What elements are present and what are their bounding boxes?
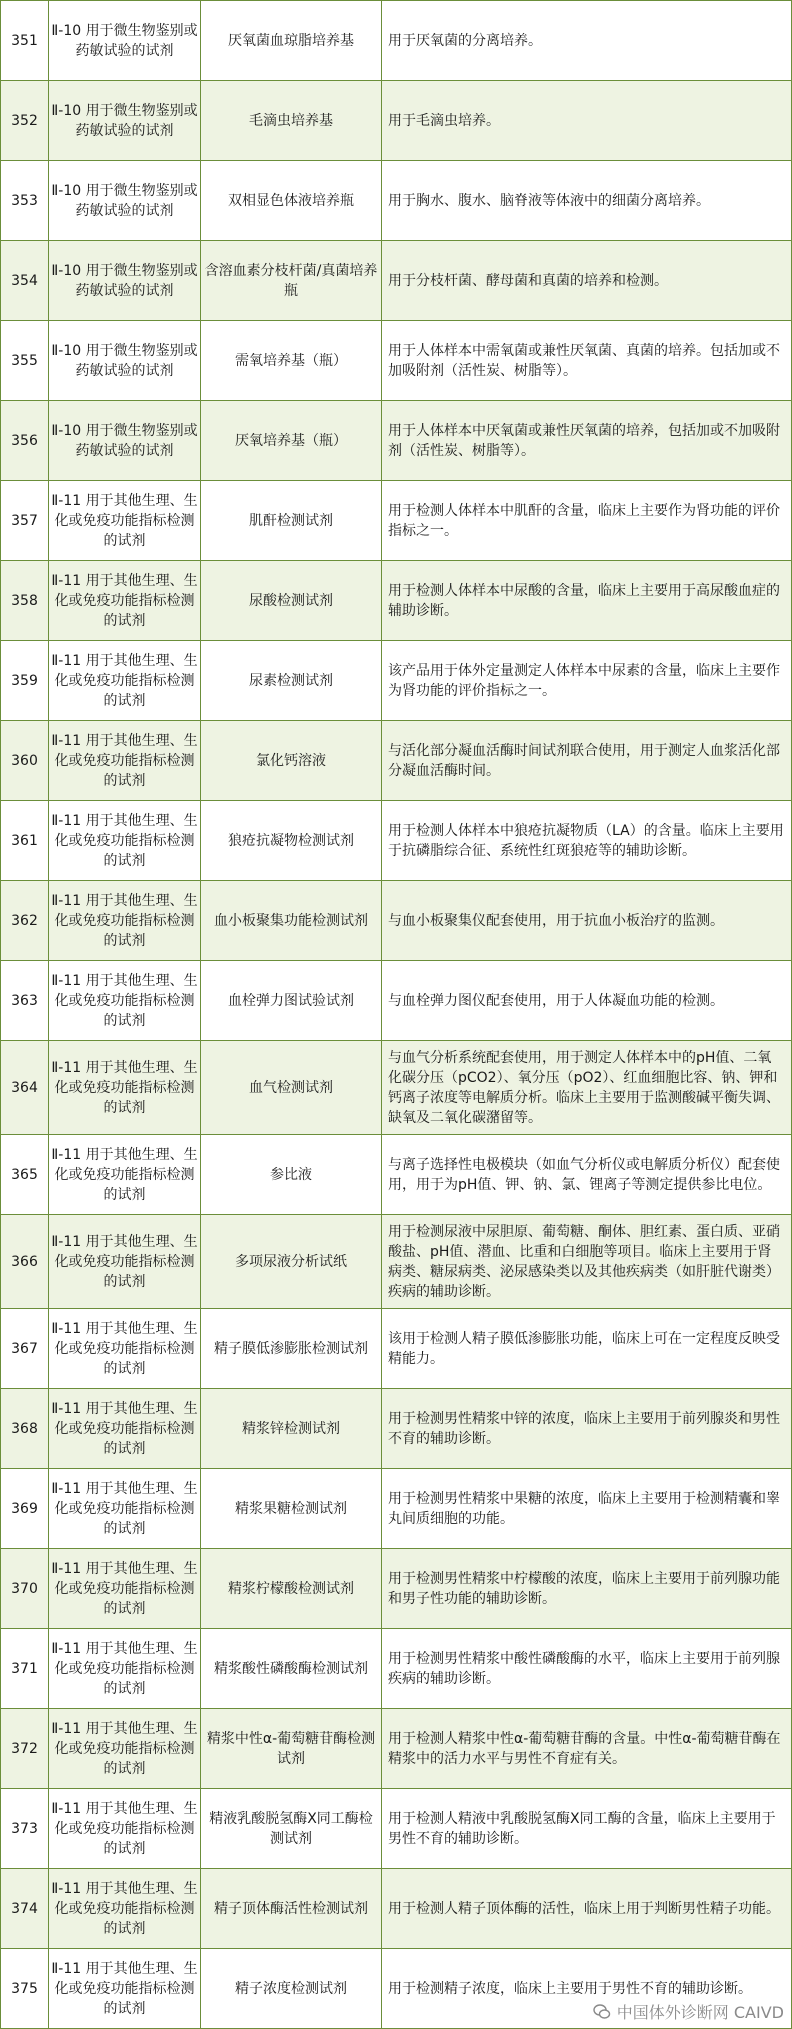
row-number: 375 bbox=[1, 1949, 49, 2029]
row-description: 用于分枝杆菌、酵母菌和真菌的培养和检测。 bbox=[382, 241, 792, 321]
table-row bbox=[1, 881, 792, 961]
row-category: Ⅱ-11 用于其他生理、生化或免疫功能指标检测的试剂 bbox=[49, 1869, 201, 1949]
row-product-name: 双相显色体液培养瓶 bbox=[201, 161, 382, 241]
row-number: 356 bbox=[1, 401, 49, 481]
row-description: 用于检测人体样本中尿酸的含量，临床上主要用于高尿酸血症的辅助诊断。 bbox=[382, 561, 792, 641]
row-product-name: 精子顶体酶活性检测试剂 bbox=[201, 1869, 382, 1949]
row-category: Ⅱ-10 用于微生物鉴别或药敏试验的试剂 bbox=[49, 1, 201, 81]
row-category: Ⅱ-11 用于其他生理、生化或免疫功能指标检测的试剂 bbox=[49, 1789, 201, 1869]
row-category: Ⅱ-10 用于微生物鉴别或药敏试验的试剂 bbox=[49, 81, 201, 161]
row-category: Ⅱ-11 用于其他生理、生化或免疫功能指标检测的试剂 bbox=[49, 1709, 201, 1789]
row-number: 364 bbox=[1, 1041, 49, 1135]
row-category: Ⅱ-11 用于其他生理、生化或免疫功能指标检测的试剂 bbox=[49, 1629, 201, 1709]
row-number: 374 bbox=[1, 1869, 49, 1949]
table-row bbox=[1, 721, 792, 801]
row-product-name: 毛滴虫培养基 bbox=[201, 81, 382, 161]
row-description: 与血气分析系统配套使用，用于测定人体样本中的pH值、二氧化碳分压（pCO2）、氧分压（pO2）、红血细胞比容、钠、钾和钙离子浓度等电解质分析。临床上主要用于监测酸碱平衡失调、缺氧及二氧化碳潴留等。 bbox=[382, 1041, 792, 1135]
row-category: Ⅱ-11 用于其他生理、生化或免疫功能指标检测的试剂 bbox=[49, 801, 201, 881]
row-category: Ⅱ-11 用于其他生理、生化或免疫功能指标检测的试剂 bbox=[49, 1549, 201, 1629]
row-product-name: 精浆果糖检测试剂 bbox=[201, 1469, 382, 1549]
row-product-name: 肌酐检测试剂 bbox=[201, 481, 382, 561]
row-category: Ⅱ-11 用于其他生理、生化或免疫功能指标检测的试剂 bbox=[49, 1135, 201, 1215]
row-product-name: 精子浓度检测试剂 bbox=[201, 1949, 382, 2029]
table-row bbox=[1, 1135, 792, 1215]
row-number: 360 bbox=[1, 721, 49, 801]
row-number: 368 bbox=[1, 1389, 49, 1469]
row-number: 362 bbox=[1, 881, 49, 961]
row-category: Ⅱ-10 用于微生物鉴别或药敏试验的试剂 bbox=[49, 321, 201, 401]
table-row bbox=[1, 1549, 792, 1629]
row-product-name: 厌氧培养基（瓶） bbox=[201, 401, 382, 481]
row-product-name: 血栓弹力图试验试剂 bbox=[201, 961, 382, 1041]
row-category: Ⅱ-10 用于微生物鉴别或药敏试验的试剂 bbox=[49, 161, 201, 241]
row-category: Ⅱ-11 用于其他生理、生化或免疫功能指标检测的试剂 bbox=[49, 1309, 201, 1389]
row-number: 366 bbox=[1, 1215, 49, 1309]
table-row bbox=[1, 1629, 792, 1709]
row-number: 369 bbox=[1, 1469, 49, 1549]
row-description: 与活化部分凝血活酶时间试剂联合使用，用于测定人血浆活化部分凝血活酶时间。 bbox=[382, 721, 792, 801]
row-description: 用于检测男性精浆中锌的浓度，临床上主要用于前列腺炎和男性不育的辅助诊断。 bbox=[382, 1389, 792, 1469]
wechat-icon bbox=[593, 2003, 611, 2021]
row-product-name: 狼疮抗凝物检测试剂 bbox=[201, 801, 382, 881]
row-description: 与离子选择性电极模块（如血气分析仪或电解质分析仪）配套使用，用于为pH值、钾、钠、氯、锂离子等测定提供参比电位。 bbox=[382, 1135, 792, 1215]
table-row bbox=[1, 1215, 792, 1309]
row-number: 367 bbox=[1, 1309, 49, 1389]
watermark-text: 中国体外诊断网 CAIVD bbox=[616, 2003, 784, 2022]
row-number: 358 bbox=[1, 561, 49, 641]
row-description: 该产品用于体外定量测定人体样本中尿素的含量，临床上主要作为肾功能的评价指标之一。 bbox=[382, 641, 792, 721]
row-number: 357 bbox=[1, 481, 49, 561]
row-number: 361 bbox=[1, 801, 49, 881]
row-product-name: 精液乳酸脱氢酶X同工酶检测试剂 bbox=[201, 1789, 382, 1869]
row-description: 用于检测人精液中乳酸脱氢酶X同工酶的含量，临床上主要用于男性不育的辅助诊断。 bbox=[382, 1789, 792, 1869]
row-product-name: 尿酸检测试剂 bbox=[201, 561, 382, 641]
row-description: 与血小板聚集仪配套使用，用于抗血小板治疗的监测。 bbox=[382, 881, 792, 961]
row-description: 用于检测人精子顶体酶的活性，临床上用于判断男性精子功能。 bbox=[382, 1869, 792, 1949]
row-product-name: 氯化钙溶液 bbox=[201, 721, 382, 801]
row-category: Ⅱ-11 用于其他生理、生化或免疫功能指标检测的试剂 bbox=[49, 1469, 201, 1549]
row-number: 372 bbox=[1, 1709, 49, 1789]
row-number: 370 bbox=[1, 1549, 49, 1629]
table-row bbox=[1, 481, 792, 561]
row-number: 352 bbox=[1, 81, 49, 161]
row-category: Ⅱ-11 用于其他生理、生化或免疫功能指标检测的试剂 bbox=[49, 961, 201, 1041]
row-product-name: 厌氧菌血琼脂培养基 bbox=[201, 1, 382, 81]
row-category: Ⅱ-11 用于其他生理、生化或免疫功能指标检测的试剂 bbox=[49, 1215, 201, 1309]
table-row bbox=[1, 1389, 792, 1469]
row-description: 用于厌氧菌的分离培养。 bbox=[382, 1, 792, 81]
table-row bbox=[1, 321, 792, 401]
row-category: Ⅱ-11 用于其他生理、生化或免疫功能指标检测的试剂 bbox=[49, 1949, 201, 2029]
row-description: 用于人体样本中需氧菌或兼性厌氧菌、真菌的培养。包括加或不加吸附剂（活性炭、树脂等）。 bbox=[382, 321, 792, 401]
row-product-name: 多项尿液分析试纸 bbox=[201, 1215, 382, 1309]
row-description: 用于检测精子浓度，临床上主要用于男性不育的辅助诊断。 bbox=[382, 1949, 792, 2029]
row-product-name: 精浆酸性磷酸酶检测试剂 bbox=[201, 1629, 382, 1709]
table-row bbox=[1, 1789, 792, 1869]
row-number: 355 bbox=[1, 321, 49, 401]
row-description: 用于检测男性精浆中柠檬酸的浓度，临床上主要用于前列腺功能和男子性功能的辅助诊断。 bbox=[382, 1549, 792, 1629]
table-row bbox=[1, 241, 792, 321]
row-category: Ⅱ-11 用于其他生理、生化或免疫功能指标检测的试剂 bbox=[49, 1389, 201, 1469]
row-category: Ⅱ-11 用于其他生理、生化或免疫功能指标检测的试剂 bbox=[49, 641, 201, 721]
row-number: 354 bbox=[1, 241, 49, 321]
table-row bbox=[1, 641, 792, 721]
row-category: Ⅱ-11 用于其他生理、生化或免疫功能指标检测的试剂 bbox=[49, 881, 201, 961]
row-number: 353 bbox=[1, 161, 49, 241]
row-category: Ⅱ-10 用于微生物鉴别或药敏试验的试剂 bbox=[49, 401, 201, 481]
row-number: 351 bbox=[1, 1, 49, 81]
row-description: 与血栓弹力图仪配套使用，用于人体凝血功能的检测。 bbox=[382, 961, 792, 1041]
row-number: 373 bbox=[1, 1789, 49, 1869]
row-number: 371 bbox=[1, 1629, 49, 1709]
table-row bbox=[1, 401, 792, 481]
row-product-name: 精子膜低渗膨胀检测试剂 bbox=[201, 1309, 382, 1389]
table-row bbox=[1, 801, 792, 881]
row-product-name: 精浆中性α-葡萄糖苷酶检测试剂 bbox=[201, 1709, 382, 1789]
row-number: 359 bbox=[1, 641, 49, 721]
row-description: 用于检测人体样本中肌酐的含量，临床上主要作为肾功能的评价指标之一。 bbox=[382, 481, 792, 561]
row-description: 用于检测人体样本中狼疮抗凝物质（LA）的含量。临床上主要用于抗磷脂综合征、系统性红斑狼疮等的辅助诊断。 bbox=[382, 801, 792, 881]
row-description: 用于毛滴虫培养。 bbox=[382, 81, 792, 161]
row-description: 用于胸水、腹水、脑脊液等体液中的细菌分离培养。 bbox=[382, 161, 792, 241]
row-description: 用于检测尿液中尿胆原、葡萄糖、酮体、胆红素、蛋白质、亚硝酸盐、pH值、潜血、比重和白细胞等项目。临床上主要用于肾病类、糖尿病类、泌尿感染类以及其他疾病类（如肝脏代谢类）疾病的辅助诊断。 bbox=[382, 1215, 792, 1309]
row-description: 该用于检测人精子膜低渗膨胀功能，临床上可在一定程度反映受精能力。 bbox=[382, 1309, 792, 1389]
table-row bbox=[1, 1041, 792, 1135]
row-product-name: 精浆柠檬酸检测试剂 bbox=[201, 1549, 382, 1629]
row-category: Ⅱ-11 用于其他生理、生化或免疫功能指标检测的试剂 bbox=[49, 1041, 201, 1135]
row-product-name: 血小板聚集功能检测试剂 bbox=[201, 881, 382, 961]
row-description: 用于检测男性精浆中果糖的浓度，临床上主要用于检测精囊和睾丸间质细胞的功能。 bbox=[382, 1469, 792, 1549]
row-category: Ⅱ-11 用于其他生理、生化或免疫功能指标检测的试剂 bbox=[49, 721, 201, 801]
table-row bbox=[1, 161, 792, 241]
row-product-name: 精浆锌检测试剂 bbox=[201, 1389, 382, 1469]
row-description: 用于检测人精浆中性α-葡萄糖苷酶的含量。中性α-葡萄糖苷酶在精浆中的活力水平与男性不育症有关。 bbox=[382, 1709, 792, 1789]
row-product-name: 需氧培养基（瓶） bbox=[201, 321, 382, 401]
row-category: Ⅱ-10 用于微生物鉴别或药敏试验的试剂 bbox=[49, 241, 201, 321]
row-product-name: 参比液 bbox=[201, 1135, 382, 1215]
table-row bbox=[1, 81, 792, 161]
table-row bbox=[1, 1869, 792, 1949]
row-number: 365 bbox=[1, 1135, 49, 1215]
table-row bbox=[1, 1469, 792, 1549]
row-number: 363 bbox=[1, 961, 49, 1041]
row-description: 用于检测男性精浆中酸性磷酸酶的水平，临床上主要用于前列腺疾病的辅助诊断。 bbox=[382, 1629, 792, 1709]
watermark bbox=[593, 2000, 784, 2023]
table-row bbox=[1, 961, 792, 1041]
table-row bbox=[1, 1309, 792, 1389]
row-product-name: 尿素检测试剂 bbox=[201, 641, 382, 721]
row-product-name: 血气检测试剂 bbox=[201, 1041, 382, 1135]
row-category: Ⅱ-11 用于其他生理、生化或免疫功能指标检测的试剂 bbox=[49, 481, 201, 561]
table-row bbox=[1, 1, 792, 81]
row-description: 用于人体样本中厌氧菌或兼性厌氧菌的培养，包括加或不加吸附剂（活性炭、树脂等）。 bbox=[382, 401, 792, 481]
row-category: Ⅱ-11 用于其他生理、生化或免疫功能指标检测的试剂 bbox=[49, 561, 201, 641]
row-product-name: 含溶血素分枝杆菌/真菌培养瓶 bbox=[201, 241, 382, 321]
table-row bbox=[1, 1709, 792, 1789]
table-row bbox=[1, 561, 792, 641]
